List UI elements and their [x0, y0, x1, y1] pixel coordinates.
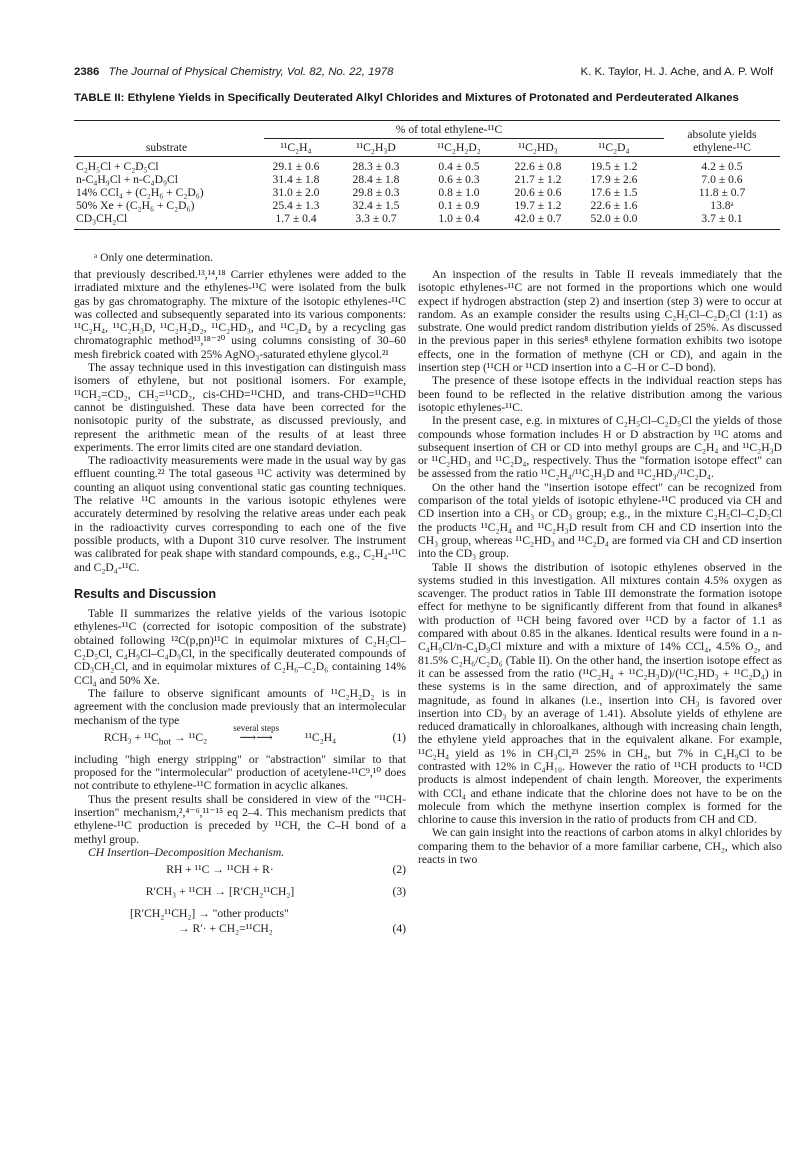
row-value: 32.4 ± 1.5	[352, 199, 400, 212]
row-value: 52.0 ± 0.0	[590, 212, 638, 225]
row-value: 1.0 ± 0.4	[438, 212, 480, 225]
row-value: 31.4 ± 1.8	[272, 173, 320, 186]
col-header-c2h4: ¹¹C₂H₄	[280, 141, 312, 154]
row-value: 20.6 ± 0.6	[514, 186, 562, 199]
paragraph: On the other hand the "insertion isotope effect" can be recognized from comparison of the total yields of isotopic ethylene-¹¹C produced via CH and CD insertion into a CH₃ or CD₃ group; e.g., in the mixture C₂H₅Cl–C₂D₅Cl the products ¹¹C₂H₄ and ¹¹C₂H₃D result from CH and CD insertion into the CH₃ group, whereas ¹¹C₂HD₃ and ¹¹C₂D₄ are formed via CH and CD insertion into the CD₃ group.	[418, 480, 782, 561]
eq4-line1: [R′CH₂¹¹CH₂] → "other products"	[130, 907, 289, 921]
right-column	[418, 268, 782, 866]
row-absolute: 13.8ᵃ	[710, 199, 734, 212]
running-head-authors: K. K. Taylor, H. J. Ache, and A. P. Wolf	[580, 66, 773, 78]
paragraph: that previously described.¹³,¹⁴,¹⁸ Carrier ethylenes were added to the irradiated mixture and the ethylenes-¹¹C were isolated from the bulk gas by gas chromatography. The mixture of the isotopic ethylenes-¹¹C was collected and subsequently separated into its various components: ¹¹C₂H₄, ¹¹C₂H₃D, ¹¹C₂H₂D₂, ¹¹C₂HD₃, and ¹¹C₂D₄ by a recycling gas chromatographic method¹³,¹⁸⁻²⁰ using columns consisting of 30–60 mesh firebrick coated with 25% AgNO₃-saturated ethylene glycol.²¹	[74, 268, 406, 361]
paragraph: including "high energy stripping" or "abstraction" similar to that proposed for the "intermolecular" production of acetylene-¹¹C⁹,¹⁰ does not contribute to ethylene-¹¹C formation in acyclic alkanes.	[74, 752, 406, 793]
row-value: 17.6 ± 1.5	[590, 186, 638, 199]
substrate-header: substrate	[145, 141, 188, 154]
row-value: 22.6 ± 1.6	[590, 199, 638, 212]
eq2-body: RH + ¹¹C → ¹¹CH + R·	[166, 863, 274, 877]
col-header-c2hd3: ¹¹C₂HD₃	[518, 141, 558, 154]
row-substrate: n-C₄H₉Cl + n-C₄D₉Cl	[76, 173, 178, 186]
eq4-line2: → R′· + CH₂=¹¹CH₂	[178, 922, 273, 936]
row-absolute: 7.0 ± 0.6	[701, 173, 743, 186]
row-value: 29.8 ± 0.3	[352, 186, 400, 199]
row-value: 19.5 ± 1.2	[590, 160, 638, 173]
paragraph: The failure to observe significant amounts of ¹¹C₂H₂D₂ is in agreement with the conclusion made previously that an intermolecular mechanism of the type	[74, 686, 406, 727]
paragraph: The assay technique used in this investigation can distinguish mass isomers of ethylene, but not positional isomers. For example, ¹¹CH₂=CD₂, CH₂=¹¹CD₂, cis-CHD=¹¹CHD, and trans-CHD=¹¹CHD cannot be distinguished. These data have been corrected for the nonisotopic purity of the substrate, as discussed previously, and represent the arithmetic mean of the results of at least three experiments. The error limits cited are one standard deviation.	[74, 361, 406, 454]
paragraph: The presence of these isotope effects in the individual reaction steps has been found to be reflected in the relative distribution among the various isotopic ethylenes-¹¹C.	[418, 374, 782, 414]
table-group-header: % of total ethylene-¹¹C	[395, 123, 503, 136]
row-value: 31.0 ± 2.0	[272, 186, 320, 199]
eq1-mid: → ¹¹C₂	[171, 730, 211, 744]
row-value: 28.4 ± 1.8	[352, 173, 400, 186]
row-value: 0.1 ± 0.9	[438, 199, 480, 212]
paragraph: We can gain insight into the reactions of carbon atoms in alkyl chlorides by comparing them to the behavior of a more familiar carbene, CH₂, which also reacts in two	[418, 826, 782, 867]
abs-header-line1: absolute yields	[687, 128, 757, 141]
paragraph: Table II shows the distribution of isotopic ethylenes observed in the systems studied in this investigation. All mixtures contain 4.5% oxygen as scavenger. The product ratios in Table III demonstrate the formation isotope effect for methyne to be significantly different from that found in alkanes⁸ with production of ¹¹CH being favored over ¹¹CD by a factor of 1.1 as compared with about 0.85 in the alkanes. Identical results were found in a n-C₄H₉Cl/n-C₄D₉Cl mixture and with a mixture of 14% CCl₄, 4.5% O₂, and 81.5% C₂H₆/C₂D₆ (Table II). On the other hand, the insertion isotope effect as it can be assessed from the ratio (¹¹C₂H₄ + ¹¹C₂H₃D)/(¹¹C₂HD₃ + ¹¹C₂D₄) in these systems is in the same direction, and of approximately the same magnitude, as found in alkanes (i.e., insertion into CH₃ is favored over insertion into CD₃ by an average of 1.41). Absolute yields of ethylene are reduced dramatically in chloroalkanes, although with increasing chain length, the ethylene yield approaches that in the equivalent alkane. For example, ¹¹C₂H₄ yield as 1% in CH₃Cl,²³ 25% in CH₄, but 7% in C₄H₉Cl to be contrasted with 12% in C₄H₁₀. However the ratio of ¹¹CH products to ¹¹CD products is almost independent of chain length. Moreover, the experiments with CCl₄ and ethane indicate that the chlorine does not have to be on the molecule from which the methyne insertion complex is formed for the chlorine to cause this inversion in the ratio of products from CH and CD.	[418, 560, 782, 827]
row-value: 3.3 ± 0.7	[355, 212, 397, 225]
paragraph: Thus the present results shall be considered in view of the "¹¹CH-insertion" mechanism,²,⁴⁻⁶,¹¹⁻¹⁵ eq 2–4. This mechanism predicts that ethylene-¹¹C production is preceded by ¹¹CH, the C–H bond of a methyl group.	[74, 792, 406, 846]
row-value: 1.7 ± 0.4	[275, 212, 317, 225]
equation-number: (3)	[392, 885, 406, 899]
equation-2	[74, 863, 406, 881]
page-number: 2386	[74, 66, 100, 78]
row-value: 42.0 ± 0.7	[514, 212, 562, 225]
row-substrate: C₂H₅Cl + C₂D₅Cl	[76, 160, 159, 173]
paragraph: In the present case, e.g. in mixtures of C₂H₅Cl–C₂D₅Cl the yields of those compounds whose formation includes H or D abstraction by ¹¹C atoms and subsequent insertion of CH or CD into methyl groups are C₂H₄ and ¹¹C₂H₃D or ¹¹C₂HD₃ and ¹¹C₂D₄, respectively. Thus the "formation isotope effect" can be assessed from the ratio ¹¹C₂H₄/¹¹C₂H₃D and ¹¹C₂HD₃/¹¹C₂D₄.	[418, 414, 782, 481]
row-value: 25.4 ± 1.3	[272, 199, 320, 212]
eq1-arrow: several steps ⟶⟶	[210, 731, 302, 744]
equation-1	[74, 722, 406, 749]
row-value: 28.3 ± 0.3	[352, 160, 400, 173]
equation-4	[74, 907, 406, 937]
row-value: 29.1 ± 0.6	[272, 160, 320, 173]
journal-citation: The Journal of Physical Chemistry, Vol. 82, No. 22, 1978	[108, 66, 394, 78]
eq1-right: ¹¹C₂H₄	[302, 730, 337, 744]
row-substrate: 50% Xe + (C₂H₆ + C₂D₆)	[76, 199, 195, 212]
eq1-hot: hot	[158, 736, 172, 748]
table-bottom-rule	[74, 229, 780, 230]
section-heading: Results and Discussion	[74, 586, 217, 601]
data-table	[74, 120, 780, 250]
row-value: 19.7 ± 1.2	[514, 199, 562, 212]
table-footnote: ᵃ Only one determination.	[94, 251, 214, 264]
table-header-rule	[74, 156, 780, 157]
paragraph: The radioactivity measurements were made in the usual way by gas effluent counting.²² The total gaseous ¹¹C activity was determined by counting an aliquot using conventional static gas counting techniques. The relative ¹¹C amounts in the various isotopic ethylenes were accurately determined by resolving the relative areas under each peak in the radioactivity curves corresponding to each one of the five possible products, with a Dupont 310 curve resolver. The instrument was calibrated for peak shape with standard compounds, e.g., C₂H₄-¹¹C and C₂D₄-¹¹C.	[74, 454, 406, 574]
col-header-c2h2d2: ¹¹C₂H₂D₂	[437, 141, 481, 154]
row-absolute: 11.8 ± 0.7	[698, 186, 746, 199]
mechanism-subhead: CH Insertion–Decomposition Mechanism.	[88, 845, 285, 859]
eq1-left: RCH₃ + ¹¹C	[103, 730, 159, 744]
col-header-c2h3d: ¹¹C₂H₃D	[356, 141, 396, 154]
table-group-rule	[264, 138, 664, 139]
row-value: 0.8 ± 1.0	[438, 186, 480, 199]
row-value: 22.6 ± 0.8	[514, 160, 562, 173]
eq1-over: several steps	[233, 722, 279, 733]
row-value: 0.6 ± 0.3	[438, 173, 480, 186]
running-head-left	[74, 66, 393, 78]
equation-number: (2)	[392, 863, 406, 877]
table-title: TABLE II: Ethylene Yields in Specifically Deuterated Alkyl Chlorides and Mixtures of Protonated and Perdeuterated Alkanes	[74, 92, 739, 104]
equation-3	[74, 885, 406, 903]
row-substrate: 14% CCl₄ + (C₂H₆ + C₂D₆)	[76, 186, 204, 199]
abs-header-line2: ethylene-¹¹C	[693, 141, 751, 154]
eq3-body: R′CH₃ + ¹¹CH → [R′CH₂¹¹CH₂]	[145, 885, 295, 899]
row-value: 17.9 ± 2.6	[590, 173, 638, 186]
row-value: 21.7 ± 1.2	[514, 173, 562, 186]
paragraph: Table II summarizes the relative yields of the various isotopic ethylenes-¹¹C (corrected for isotopic composition of the substrate) obtained following ¹²C(p,pn)¹¹C in equimolar mixtures of C₂H₅Cl–C₂D₅Cl, C₄H₉Cl–C₄D₉Cl, in the specifically deuterated compounds of CD₃CH₂Cl, and in equimolar mixtures of C₂H₆–C₂D₆ containing 14% CCl₄ and 50% Xe.	[74, 607, 406, 687]
row-absolute: 3.7 ± 0.1	[701, 212, 743, 225]
row-value: 0.4 ± 0.5	[438, 160, 480, 173]
equation-number: (1)	[392, 730, 406, 744]
left-column	[74, 268, 406, 941]
col-header-c2d4: ¹¹C₂D₄	[598, 141, 630, 154]
row-substrate: CD₃CH₂Cl	[76, 212, 128, 225]
equation-number: (4)	[392, 922, 406, 936]
table-top-rule	[74, 120, 780, 121]
row-absolute: 4.2 ± 0.5	[701, 160, 743, 173]
paragraph: An inspection of the results in Table II reveals immediately that the isotopic ethylenes-¹¹C are not formed in the proportions which one would expect if hydrogen abstraction (step 2) and insertion (step 3) were to occur at random. As an example consider the results using C₂H₅Cl–C₂D₅Cl (1:1) as substrate. One would predict random distribution yields of 25%. As discussed in the previous paper in this series⁸ ethylene formation exhibits two isotope effects, one in the formation of methyne (CH or CD), and again in the insertion step (¹¹CH or ¹¹CD insertion into a C–H or C–D bond).	[418, 268, 782, 375]
running-head	[74, 66, 773, 82]
